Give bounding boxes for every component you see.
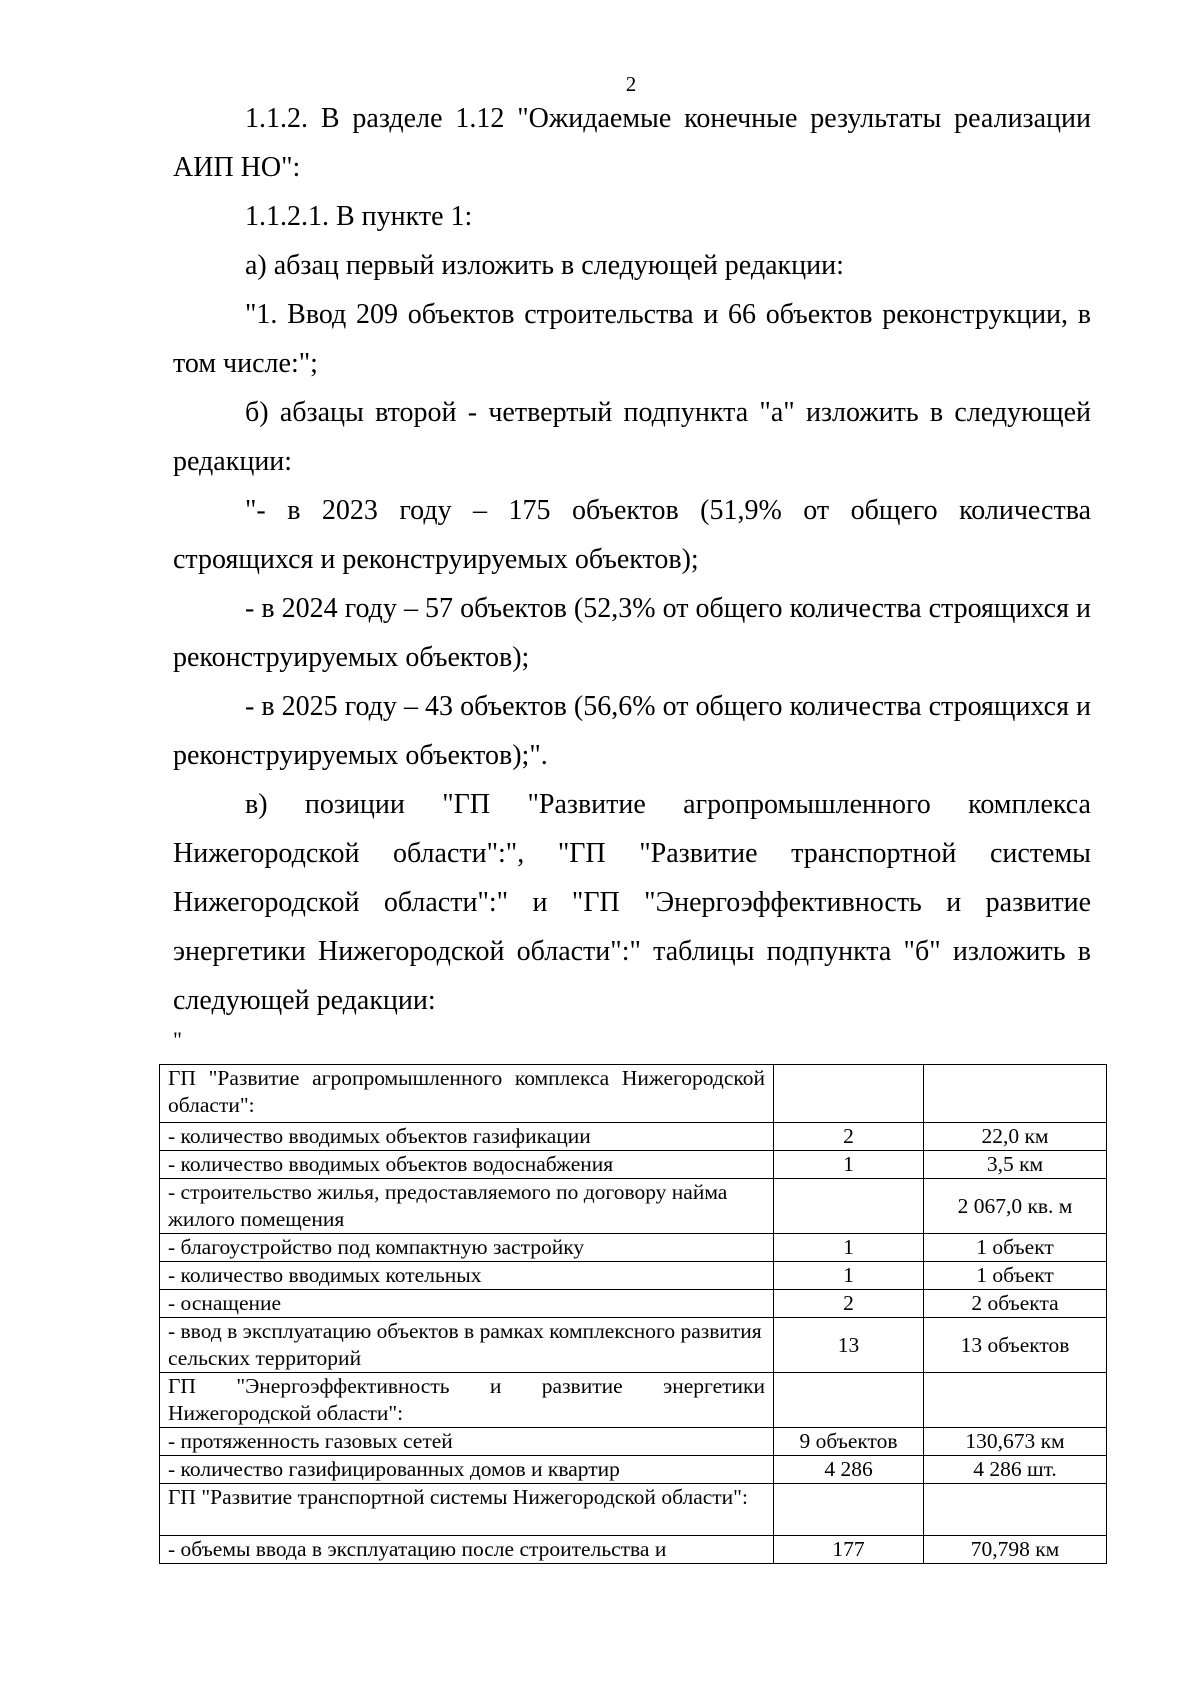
- page-number: 2: [625, 72, 637, 96]
- row-value-cell: 2 объекта: [924, 1290, 1107, 1318]
- row-count-cell: 177: [774, 1536, 924, 1564]
- row-value-cell: 4 286 шт.: [924, 1456, 1107, 1484]
- table-row: [160, 1536, 1107, 1564]
- table-section-row: [160, 1484, 1107, 1536]
- results-table: [159, 1064, 1107, 1564]
- opening-quote-mark: ": [173, 1027, 182, 1052]
- row-value-cell: [924, 1065, 1107, 1123]
- table-row: [160, 1262, 1107, 1290]
- row-count-cell: 13: [774, 1318, 924, 1373]
- row-count-cell: 2: [774, 1290, 924, 1318]
- row-count-cell: [774, 1373, 924, 1428]
- row-description-cell: - количество вводимых объектов водоснабжения: [160, 1151, 774, 1179]
- results-table-body: [160, 1065, 1107, 1564]
- paragraph-subitem-v: в) позиции "ГП "Развитие агропромышленного комплекса Нижегородской области":", "ГП "Развитие транспортной системы Нижегородской области":" и "ГП "Энергоэффективность и развитие энергетики Нижегородской области":" таблицы подпункта "б" изложить в следующей редакции:: [173, 789, 1091, 1016]
- row-count-cell: 4 286: [774, 1456, 924, 1484]
- row-description-cell: ГП "Энергоэффективность и развитие энергетики Нижегородской области":: [160, 1373, 774, 1428]
- row-value-cell: [924, 1484, 1107, 1536]
- row-count-cell: 1: [774, 1234, 924, 1262]
- row-value-cell: 1 объект: [924, 1262, 1107, 1290]
- row-description-cell: - благоустройство под компактную застройку: [160, 1234, 774, 1262]
- row-description-cell: ГП "Развитие агропромышленного комплекса Нижегородской области":: [160, 1065, 774, 1123]
- paragraph-item-1-1-2-1: 1.1.2.1. В пункте 1:: [245, 201, 473, 232]
- table-row: [160, 1428, 1107, 1456]
- row-value-cell: 130,673 км: [924, 1428, 1107, 1456]
- row-value-cell: 70,798 км: [924, 1536, 1107, 1564]
- row-description-cell: - протяженность газовых сетей: [160, 1428, 774, 1456]
- row-count-cell: [774, 1484, 924, 1536]
- row-description-cell: - объемы ввода в эксплуатацию после строительства и: [160, 1536, 774, 1564]
- paragraph-section-1-1-2: 1.1.2. В разделе 1.12 "Ожидаемые конечные результаты реализации АИП НО":: [173, 103, 1091, 183]
- paragraph-year-2025: - в 2025 году – 43 объектов (56,6% от общего количества строящихся и реконструируемых объектов);".: [173, 691, 1091, 771]
- row-count-cell: 1: [774, 1151, 924, 1179]
- row-value-cell: 22,0 км: [924, 1123, 1107, 1151]
- table-section-row: [160, 1373, 1107, 1428]
- row-value-cell: 3,5 км: [924, 1151, 1107, 1179]
- table-section-row: [160, 1065, 1107, 1123]
- row-value-cell: 2 067,0 кв. м: [924, 1179, 1107, 1234]
- row-count-cell: 2: [774, 1123, 924, 1151]
- row-count-cell: [774, 1179, 924, 1234]
- paragraph-year-2023: "- в 2023 году – 175 объектов (51,9% от общего количества строящихся и реконструируемых объектов);: [173, 495, 1091, 575]
- row-description-cell: - количество вводимых объектов газификации: [160, 1123, 774, 1151]
- row-description-cell: - ввод в эксплуатацию объектов в рамках комплексного развития сельских территорий: [160, 1318, 774, 1373]
- row-count-cell: 9 объектов: [774, 1428, 924, 1456]
- paragraph-subitem-a: а) абзац первый изложить в следующей редакции:: [245, 250, 844, 281]
- table-row: [160, 1179, 1107, 1234]
- row-description-cell: - строительство жилья, предоставляемого по договору найма жилого помещения: [160, 1179, 774, 1234]
- document-body: [173, 94, 1091, 1025]
- paragraph-subitem-b: б) абзацы второй - четвертый подпункта "а" изложить в следующей редакции:: [173, 397, 1091, 477]
- row-description-cell: - количество вводимых котельных: [160, 1262, 774, 1290]
- row-count-cell: [774, 1065, 924, 1123]
- row-value-cell: 13 объектов: [924, 1318, 1107, 1373]
- table-row: [160, 1151, 1107, 1179]
- table-row: [160, 1456, 1107, 1484]
- paragraph-year-2024: - в 2024 году – 57 объектов (52,3% от общего количества строящихся и реконструируемых объектов);: [173, 593, 1091, 673]
- table-row: [160, 1318, 1107, 1373]
- row-description-cell: ГП "Развитие транспортной системы Нижегородской области":: [160, 1484, 774, 1536]
- row-value-cell: [924, 1373, 1107, 1428]
- table-row: [160, 1234, 1107, 1262]
- table-row: [160, 1123, 1107, 1151]
- paragraph-quote-intro: "1. Ввод 209 объектов строительства и 66 объектов реконструкции, в том числе:";: [173, 299, 1091, 379]
- row-description-cell: - оснащение: [160, 1290, 774, 1318]
- row-value-cell: 1 объект: [924, 1234, 1107, 1262]
- row-count-cell: 1: [774, 1262, 924, 1290]
- row-description-cell: - количество газифицированных домов и квартир: [160, 1456, 774, 1484]
- table-row: [160, 1290, 1107, 1318]
